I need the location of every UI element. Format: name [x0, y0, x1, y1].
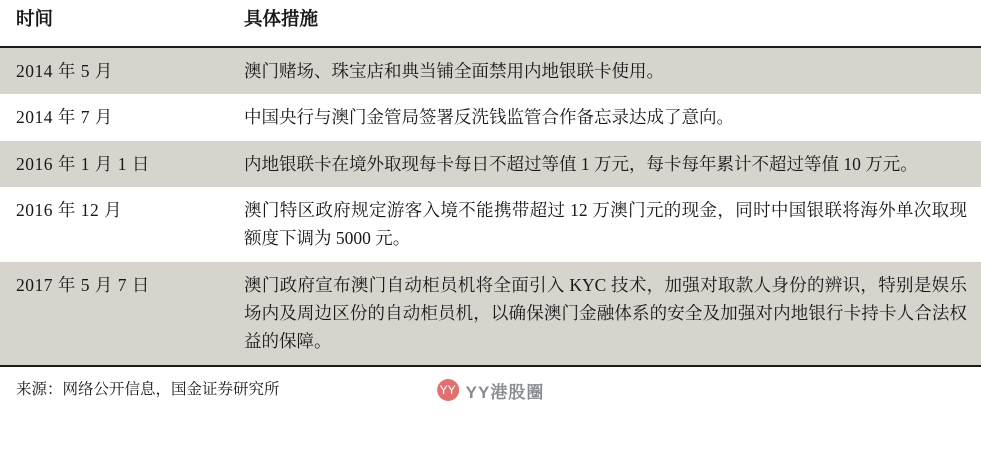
column-header-time: 时间 — [0, 0, 228, 47]
source-note: 来源：网络公开信息，国金证券研究所 — [16, 380, 280, 398]
cell-time: 2014 年 5 月 — [0, 47, 228, 94]
table-body — [0, 47, 981, 365]
watermark — [437, 378, 545, 403]
table-row — [0, 94, 981, 140]
table-row — [0, 187, 981, 262]
cell-time: 2017 年 5 月 7 日 — [0, 262, 228, 365]
cell-measure: 内地银联卡在境外取现每卡每日不超过等值 1 万元，每卡每年累计不超过等值 10 万元。 — [228, 141, 981, 187]
cell-measure: 中国央行与澳门金管局签署反洗钱监管合作备忘录达成了意向。 — [228, 94, 981, 140]
table-row — [0, 47, 981, 94]
cell-time: 2016 年 1 月 1 日 — [0, 141, 228, 187]
cell-time: 2016 年 12 月 — [0, 187, 228, 262]
watermark-label: YY港股圈 — [465, 382, 545, 402]
cell-time: 2014 年 7 月 — [0, 94, 228, 140]
table-header-row — [0, 0, 981, 47]
column-header-measure: 具体措施 — [228, 0, 981, 47]
table-row — [0, 262, 981, 365]
table-row — [0, 141, 981, 187]
table-header — [0, 0, 981, 47]
cell-measure: 澳门政府宣布澳门自动柜员机将全面引入 KYC 技术，加强对取款人身份的辨识，特别是娱乐场内及周边区份的自动柜员机，以确保澳门金融体系的安全及加强对内地银行卡持卡人合法权益的保障。 — [228, 262, 981, 365]
cell-measure: 澳门特区政府规定游客入境不能携带超过 12 万澳门元的现金，同时中国银联将海外单次取现额度下调为 5000 元。 — [228, 187, 981, 262]
watermark-logo-icon: YY — [437, 379, 459, 401]
source-note-row — [0, 367, 981, 405]
cell-measure: 澳门赌场、珠宝店和典当铺全面禁用内地银联卡使用。 — [228, 47, 981, 94]
